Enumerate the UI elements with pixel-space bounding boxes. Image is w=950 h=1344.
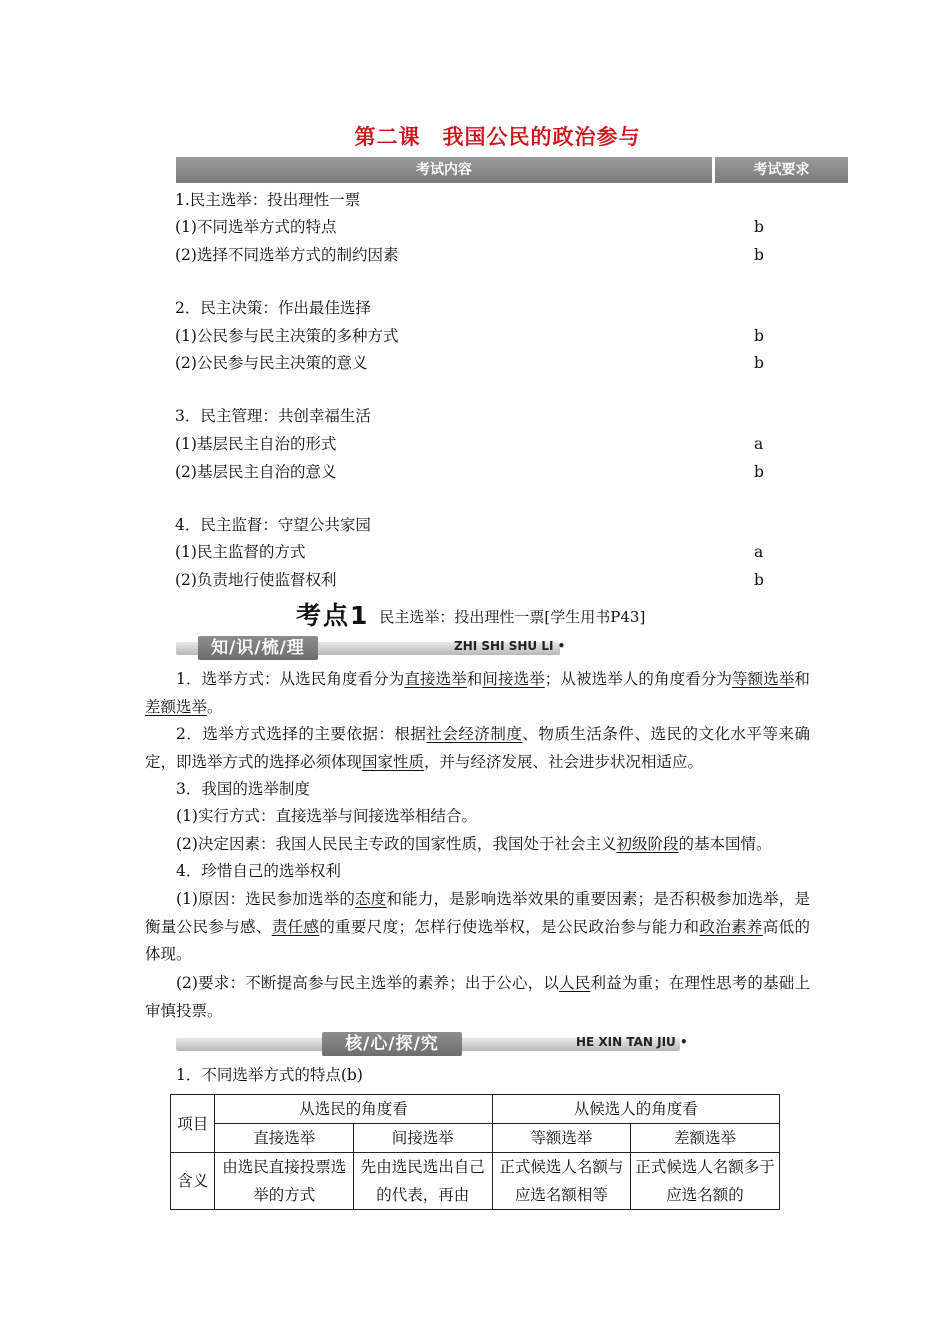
req-row-level: a bbox=[754, 435, 764, 453]
header-exam-requirement: 考试要求 bbox=[715, 157, 848, 183]
req-row-text: 2．民主决策：作出最佳选择 bbox=[175, 299, 371, 317]
paragraph: 1．选举方式：从选民角度看分为直接选举和间接选举；从被选举人的角度看分为等额选举和差额选举。 bbox=[145, 670, 810, 716]
cell-item-label: 项目 bbox=[171, 1095, 215, 1153]
req-row-level: b bbox=[754, 463, 764, 481]
req-row-text: 1.民主选举：投出理性一票 bbox=[175, 191, 361, 209]
kaodian-subtitle: 民主选举：投出理性一票[学生用书P43] bbox=[379, 608, 646, 626]
paragraph: (1)原因：选民参加选举的态度和能力，是影响选举效果的重要因素；是否积极参加选举，是衡量公民参与感、责任感的重要尺度；怎样行使选举权，是公民政治参与能力和政治素养高低的体现。 bbox=[145, 890, 810, 963]
req-row-text: (2)选择不同选举方式的制约因素 bbox=[175, 246, 399, 264]
banner-label: 知/识/梳/理 bbox=[198, 636, 318, 660]
req-row-text: (2)基层民主自治的意义 bbox=[175, 463, 337, 481]
banner-en: ZHI SHI SHU LI • bbox=[454, 639, 566, 653]
section-banner-knowledge bbox=[176, 636, 566, 660]
paragraph: 1．不同选举方式的特点(b) bbox=[176, 1066, 363, 1084]
banner-en: HE XIN TAN JIU • bbox=[576, 1035, 688, 1049]
cell-diff-text: 正式候选人名额多于应选名额的 bbox=[631, 1153, 780, 1210]
banner-label: 核/心/探/究 bbox=[322, 1032, 462, 1056]
paragraph: (2)决定因素：我国人民民主专政的国家性质，我国处于社会主义初级阶段的基本国情。 bbox=[176, 835, 772, 853]
cell-voter-view: 从选民的角度看 bbox=[215, 1095, 492, 1124]
paragraph: 3．我国的选举制度 bbox=[176, 780, 310, 798]
cell-direct: 直接选举 bbox=[215, 1124, 354, 1153]
kaodian-heading bbox=[296, 596, 645, 632]
req-row-text: (1)基层民主自治的形式 bbox=[175, 435, 337, 453]
req-row-text: (2)负责地行使监督权利 bbox=[175, 571, 337, 589]
paragraph: (2)要求：不断提高参与民主选举的素养；出于公心，以人民利益为重；在理性思考的基础上审慎投票。 bbox=[145, 974, 810, 1020]
req-row-level: b bbox=[754, 571, 764, 589]
paragraph: 2．选举方式选择的主要依据：根据社会经济制度、物质生活条件、选民的文化水平等来确定，即选举方式的选择必须体现国家性质，并与经济发展、社会进步状况相适应。 bbox=[145, 725, 810, 771]
page-title: 第二课 我国公民的政治参与 bbox=[354, 125, 641, 149]
req-row-level: b bbox=[754, 246, 764, 264]
req-row-text: (1)公民参与民主决策的多种方式 bbox=[175, 327, 399, 345]
cell-indirect-text: 先由选民选出自己的代表，再由 bbox=[354, 1153, 493, 1210]
cell-direct-text: 由选民直接投票选举的方式 bbox=[215, 1153, 354, 1210]
req-row-text: 4．民主监督：守望公共家园 bbox=[175, 516, 371, 534]
req-row-text: (1)不同选举方式的特点 bbox=[175, 218, 337, 236]
cell-equal-text: 正式候选人名额与应选名额相等 bbox=[492, 1153, 631, 1210]
header-exam-content: 考试内容 bbox=[176, 157, 712, 183]
cell-diff: 差额选举 bbox=[631, 1124, 780, 1153]
paragraph: 4．珍惜自己的选举权利 bbox=[176, 862, 341, 880]
comparison-table bbox=[170, 1094, 780, 1210]
paragraph: (1)实行方式：直接选举与间接选举相结合。 bbox=[176, 807, 477, 825]
req-row-level: b bbox=[754, 354, 764, 372]
cell-equal: 等额选举 bbox=[492, 1124, 631, 1153]
cell-indirect: 间接选举 bbox=[354, 1124, 493, 1153]
kaodian-number: 考点1 bbox=[296, 601, 370, 630]
req-row-level: a bbox=[754, 543, 764, 561]
cell-row-label: 含义 bbox=[171, 1153, 215, 1210]
req-row-text: (1)民主监督的方式 bbox=[175, 543, 306, 561]
req-row-level: b bbox=[754, 218, 764, 236]
req-row-text: 3．民主管理：共创幸福生活 bbox=[175, 407, 371, 425]
req-row-text: (2)公民参与民主决策的意义 bbox=[175, 354, 368, 372]
cell-candidate-view: 从候选人的角度看 bbox=[492, 1095, 779, 1124]
section-banner-core bbox=[176, 1032, 686, 1056]
req-row-level: b bbox=[754, 327, 764, 345]
